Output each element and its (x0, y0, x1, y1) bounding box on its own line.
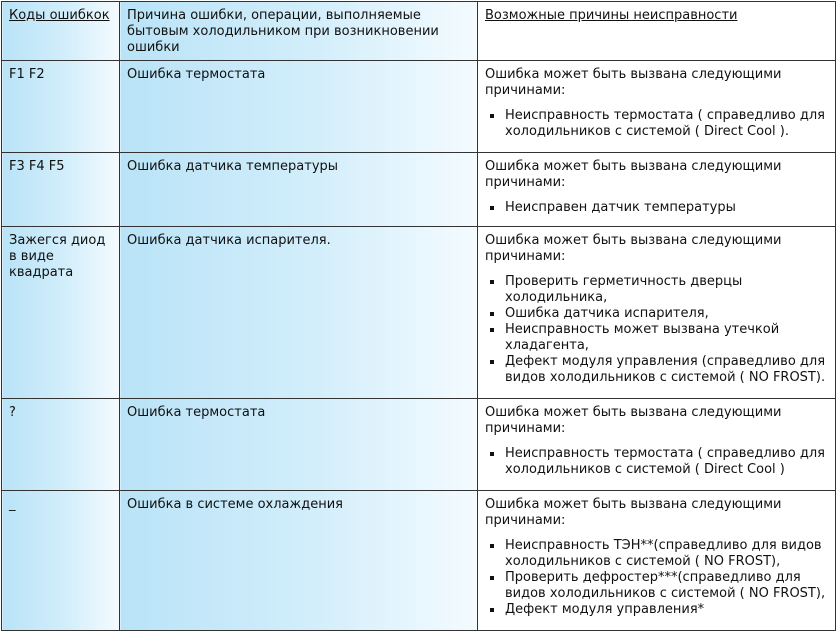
header-reason-label: Причина ошибки, операции, выполняемые бытовым холодильником при возникновении ошибки (127, 8, 439, 55)
list-item: Неисправность термостата ( справедливо для холодильников с системой ( Direct Cool ). (505, 108, 829, 140)
causes-list (485, 538, 829, 618)
error-causes-cell (478, 491, 836, 631)
list-item: Проверить герметичность дверцы холодильника, (505, 274, 829, 306)
table-row (2, 399, 836, 491)
error-causes-cell (478, 61, 836, 153)
header-codes (2, 2, 120, 61)
list-item: Дефект модуля управления* (505, 602, 829, 618)
error-reason-cell: Ошибка термостата (120, 399, 478, 491)
header-causes-label: Возможные причины неисправности (485, 8, 738, 23)
error-code-cell: F3 F4 F5 (2, 153, 120, 227)
list-item: Неисправность ТЭН**(справедливо для видов холодильников с системой ( NO FROST), (505, 538, 829, 570)
error-code-cell: Зажегся диод в виде квадрата (2, 227, 120, 399)
error-code-cell: F1 F2 (2, 61, 120, 153)
list-item: Дефект модуля управления (справедливо для видов холодильников с системой ( NO FROST). (505, 354, 829, 386)
causes-intro: Ошибка может быть вызвана следующими причинами: (485, 159, 782, 190)
table-row (2, 61, 836, 153)
causes-intro: Ошибка может быть вызвана следующими причинами: (485, 233, 782, 264)
causes-list (485, 108, 829, 140)
error-causes-cell (478, 227, 836, 399)
causes-list (485, 200, 829, 216)
error-reason-cell: Ошибка датчика испарителя. (120, 227, 478, 399)
list-item: Неисправен датчик температуры (505, 200, 829, 216)
table-row (2, 227, 836, 399)
list-item: Ошибка датчика испарителя, (505, 306, 829, 322)
list-item: Проверить дефростер***(справедливо для видов холодильников с системой ( NO FROST), (505, 570, 829, 602)
header-reason (120, 2, 478, 61)
table-row (2, 491, 836, 631)
causes-intro: Ошибка может быть вызвана следующими причинами: (485, 67, 782, 98)
error-reason-cell: Ошибка датчика температуры (120, 153, 478, 227)
table-row (2, 153, 836, 227)
list-item: Неисправность термостата ( справедливо для холодильников с системой ( Direct Cool ) (505, 446, 829, 478)
header-codes-label: Коды ошибкок (9, 8, 110, 23)
error-reason-cell: Ошибка термостата (120, 61, 478, 153)
error-causes-cell (478, 399, 836, 491)
error-codes-table (1, 1, 836, 631)
error-reason-cell: Ошибка в системе охлаждения (120, 491, 478, 631)
causes-intro: Ошибка может быть вызвана следующими причинами: (485, 497, 782, 528)
causes-intro: Ошибка может быть вызвана следующими причинами: (485, 405, 782, 436)
causes-list (485, 274, 829, 386)
error-code-cell: _ (2, 491, 120, 631)
header-causes (478, 2, 836, 61)
list-item: Неисправность может вызвана утечкой хладагента, (505, 322, 829, 354)
error-code-cell: ? (2, 399, 120, 491)
header-row (2, 2, 836, 61)
causes-list (485, 446, 829, 478)
error-causes-cell (478, 153, 836, 227)
